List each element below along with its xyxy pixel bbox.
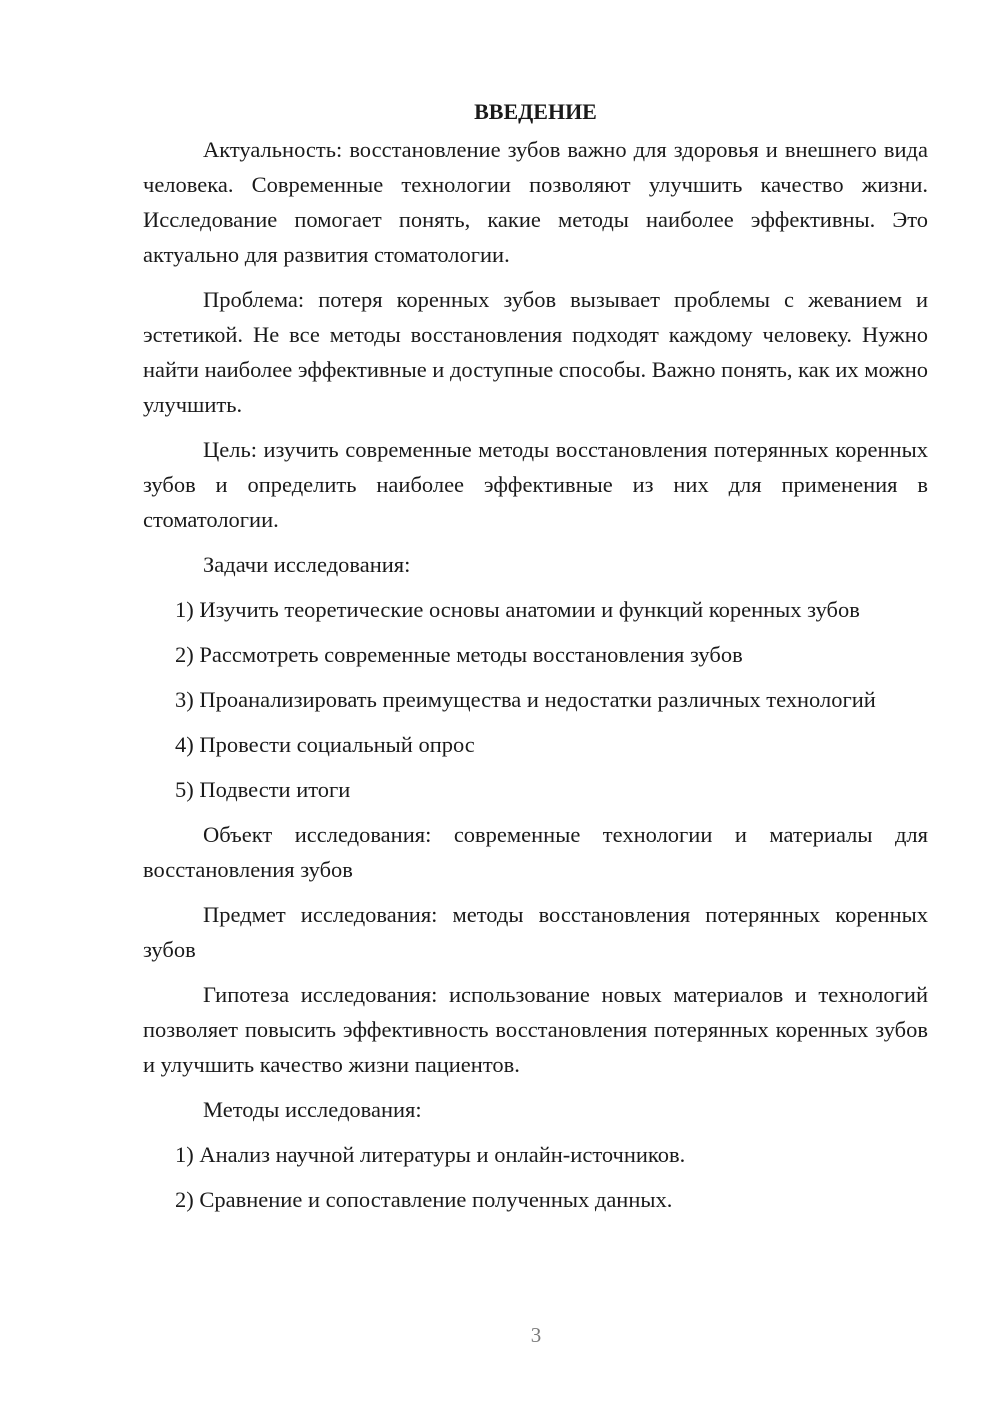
- task-item-1: 1) Изучить теоретические основы анатомии и функций коренных зубов: [175, 597, 860, 622]
- method-item-2: 2) Сравнение и сопоставление полученных данных.: [175, 1187, 673, 1212]
- methods-heading: Методы исследования:: [203, 1097, 422, 1122]
- method-item-1: 1) Анализ научной литературы и онлайн-источников.: [175, 1142, 686, 1167]
- page-number: 3: [530, 1323, 542, 1347]
- problem-paragraph: Проблема: потеря коренных зубов вызывает проблемы с жеванием и эстетикой. Не все методы восстановления подходят каждому человеку. Нужно найти наиболее эффективные и доступные способы. Важно понять, как их можно улучшить.: [143, 287, 928, 417]
- object-paragraph: Объект исследования: современные технологии и материалы для восстановления зубов: [143, 822, 928, 882]
- section-title: ВВЕДЕНИЕ: [474, 99, 597, 124]
- task-item-3: 3) Проанализировать преимущества и недостатки различных технологий: [175, 687, 876, 712]
- task-item-5: 5) Подвести итоги: [175, 777, 351, 802]
- tasks-heading: Задачи исследования:: [203, 552, 411, 577]
- goal-paragraph: Цель: изучить современные методы восстановления потерянных коренных зубов и определить наиболее эффективные из них для применения в стоматологии.: [143, 437, 928, 532]
- task-item-4: 4) Провести социальный опрос: [175, 732, 475, 757]
- task-item-2: 2) Рассмотреть современные методы восстановления зубов: [175, 642, 743, 667]
- hypothesis-paragraph: Гипотеза исследования: использование новых материалов и технологий позволяет повысить эффективность восстановления потерянных коренных зубов и улучшить качество жизни пациентов.: [143, 982, 928, 1077]
- relevance-paragraph: Актуальность: восстановление зубов важно для здоровья и внешнего вида человека. Современные технологии позволяют улучшить качество жизни. Исследование помогает понять, какие методы наиболее эффективны. Это актуально для развития стоматологии.: [143, 137, 928, 267]
- subject-paragraph: Предмет исследования: методы восстановления потерянных коренных зубов: [143, 902, 928, 962]
- document-page: [143, 94, 928, 1227]
